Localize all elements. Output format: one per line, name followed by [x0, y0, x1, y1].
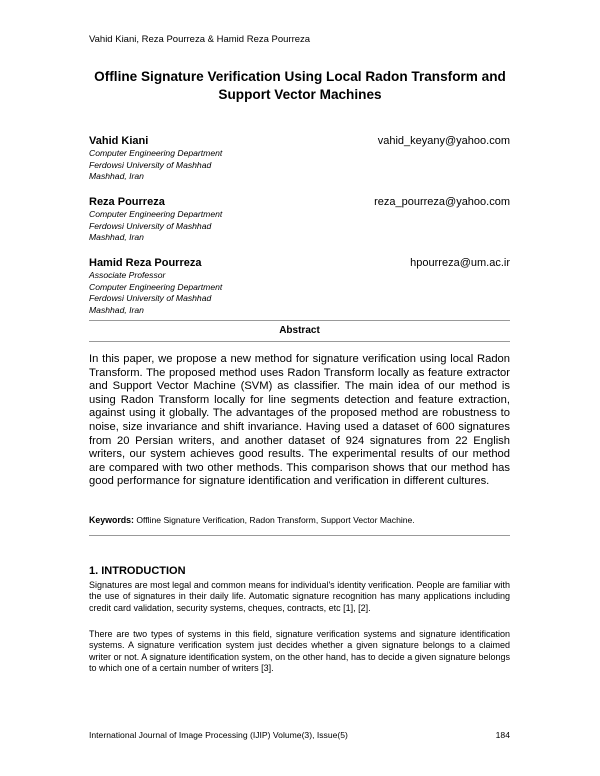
running-head: Vahid Kiani, Reza Pourreza & Hamid Reza Pourreza [89, 34, 311, 45]
author-block-3 [89, 256, 510, 316]
footer-journal: International Journal of Image Processing (IJIP) Volume(3), Issue(5) [89, 730, 348, 740]
author-affiliation-line: Mashhad, Iran [89, 171, 144, 182]
author-affiliation-line: Mashhad, Iran [89, 304, 144, 315]
footer-page-number: 184 [495, 730, 510, 740]
author-name: Reza Pourreza [89, 196, 165, 208]
keywords-label: Keywords: [89, 515, 134, 525]
section-heading-introduction: 1. INTRODUCTION [89, 565, 186, 577]
paper-title [60, 68, 540, 104]
author-affiliation-line: Computer Engineering Department [89, 209, 223, 219]
author-affiliation-line: Mashhad, Iran [89, 232, 144, 243]
keywords [89, 515, 510, 525]
author-email: vahid_keyany@yahoo.com [377, 135, 510, 147]
page-footer [89, 730, 510, 740]
keywords-text: Offline Signature Verification, Radon Transform, Support Vector Machine. [136, 515, 415, 525]
author-name: Hamid Reza Pourreza [89, 257, 202, 269]
author-affiliation-line: Ferdowsi University of Mashhad [89, 293, 212, 304]
author-email: reza_pourreza@yahoo.com [374, 196, 510, 208]
author-affiliation-line: Computer Engineering Department [89, 281, 223, 292]
abstract-text: In this paper, we propose a new method for signature verification using local Radon Transform. The proposed method uses Radon Transform locally as feature extractor and Support Vector Machine (SVM) as classifier. The main idea of our method is using Radon Transform locally for line segments detection and feature extraction, against using it globally. The advantages of the proposed method are robustness to noise, size invariance and shift invariance. Having used a dataset of 600 signatures from 20 Persian writers, and another dataset of 924 signatures from 22 English writers, our system achieves good results. The experimental results of our method are compared with two other methods. This comparison shows that our method has good performance for signature identification and verification in different cultures. [89, 353, 510, 488]
author-block-2 [89, 195, 510, 244]
paper-title-line-2: Support Vector Machines [218, 87, 382, 102]
introduction-paragraph-1: Signatures are most legal and common means for individual's identity verification. People are familiar with the use of signatures in their daily life. Automatic signature recognition has many applications including credit card validation, security systems, cheques, contracts, etc [1], [2]. [89, 580, 510, 613]
author-affiliation-line: Ferdowsi University of Mashhad [89, 220, 212, 231]
author-block-1 [89, 134, 510, 183]
author-email: hpourreza@um.ac.ir [410, 257, 510, 269]
abstract-heading: Abstract [279, 325, 320, 336]
introduction-paragraph-2: There are two types of systems in this field, signature verification systems and signature identification systems. A signature verification system just decides whether a given signature belongs to a claimed writer or not. A signature identification system, on the other hand, has to decide a given signature belongs to which one of a certain number of writers [3]. [89, 629, 510, 674]
paper-title-line-1: Offline Signature Verification Using Local Radon Transform and [94, 69, 506, 84]
abstract-top-rule [89, 320, 510, 321]
author-name: Vahid Kiani [89, 135, 149, 147]
abstract-heading-rule [89, 341, 510, 342]
author-affiliation-line: Ferdowsi University of Mashhad [89, 159, 212, 170]
author-affiliation-line: Associate Professor [89, 270, 166, 280]
keywords-bottom-rule [89, 535, 510, 536]
author-affiliation-line: Computer Engineering Department [89, 148, 223, 158]
